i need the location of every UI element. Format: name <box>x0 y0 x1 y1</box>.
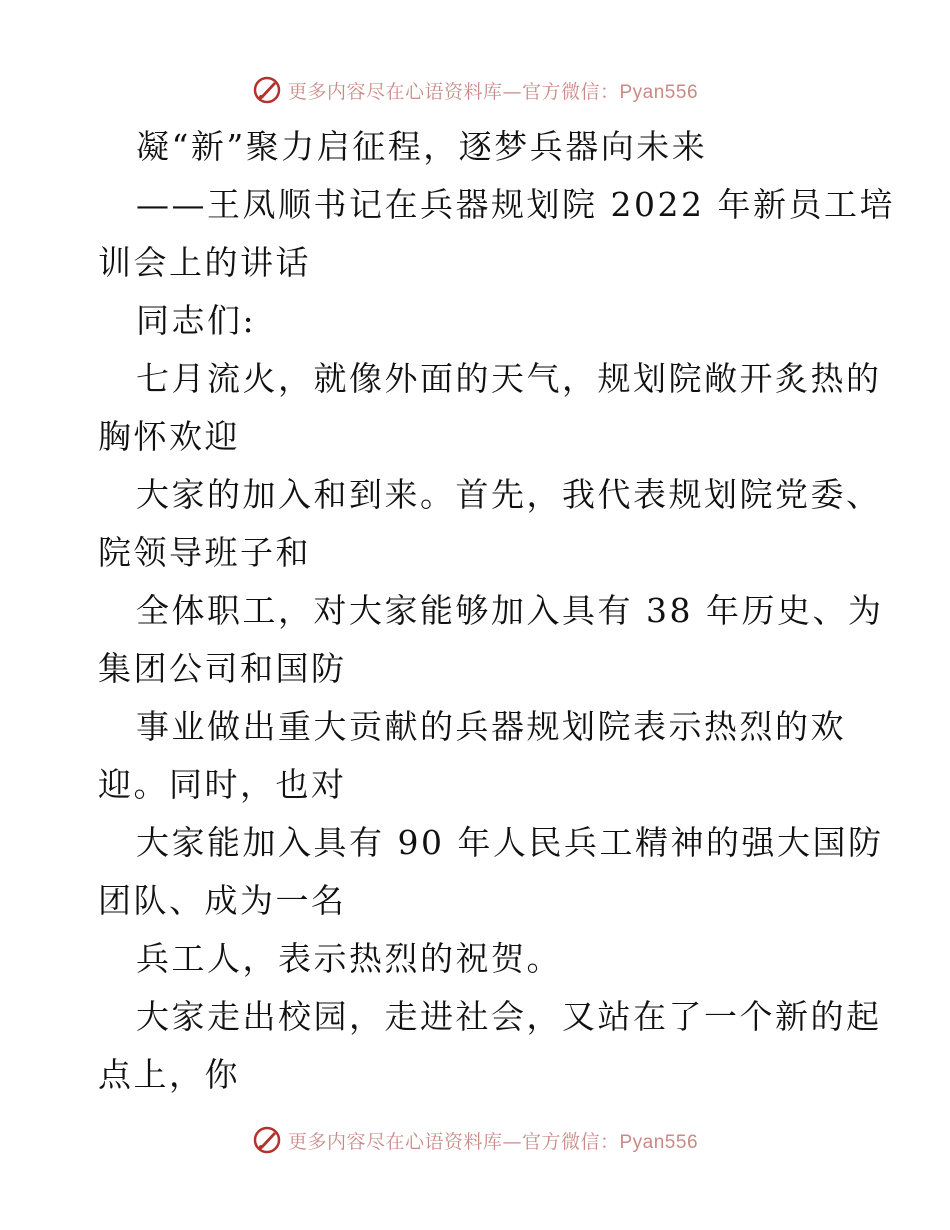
watermark-code: Pyan556 <box>619 81 699 103</box>
text-line: 同志们: <box>136 301 257 340</box>
document-body <box>98 118 895 1104</box>
text-line: 胸怀欢迎 <box>98 417 240 456</box>
header-watermark <box>0 72 950 108</box>
footer-watermark <box>0 1122 950 1158</box>
watermark-text: 更多内容尽在心语资料库—官方微信：Pyan556 <box>287 1130 699 1153</box>
text-line: 七月流火，就像外面的天气，规划院敞开炙热的 <box>136 359 882 398</box>
text-line: 大家走出校园，走进社会，又站在了一个新的起 <box>136 997 882 1036</box>
text-line: 集团公司和国防 <box>98 649 347 688</box>
watermark-code: Pyan556 <box>619 1131 699 1153</box>
text-line: 全体职工，对大家能够加入具有 38 年历史、为 <box>136 591 884 630</box>
text-line: 点上，你 <box>98 1055 240 1094</box>
text-line: 院领导班子和 <box>98 533 311 572</box>
watermark-text: 更多内容尽在心语资料库—官方微信：Pyan556 <box>287 80 699 103</box>
text-line: 大家的加入和到来。首先，我代表规划院党委、 <box>136 475 882 514</box>
text-line: 大家能加入具有 90 年人民兵工精神的强大国防 <box>136 823 884 862</box>
text-line: 训会上的讲话 <box>98 243 311 282</box>
quill-logo-icon <box>252 1125 282 1155</box>
document-subtitle: ——王凤顺书记在兵器规划院 2022 年新员工培 <box>136 185 895 224</box>
text-line: 事业做出重大贡献的兵器规划院表示热烈的欢 <box>136 707 846 746</box>
text-line: 迎。同时，也对 <box>98 765 347 804</box>
quill-logo-icon <box>252 75 282 105</box>
document-title: 凝“新”聚力启征程，逐梦兵器向未来 <box>136 127 708 166</box>
text-line: 团队、成为一名 <box>98 881 347 920</box>
text-line: 兵工人，表示热烈的祝贺。 <box>136 939 562 978</box>
